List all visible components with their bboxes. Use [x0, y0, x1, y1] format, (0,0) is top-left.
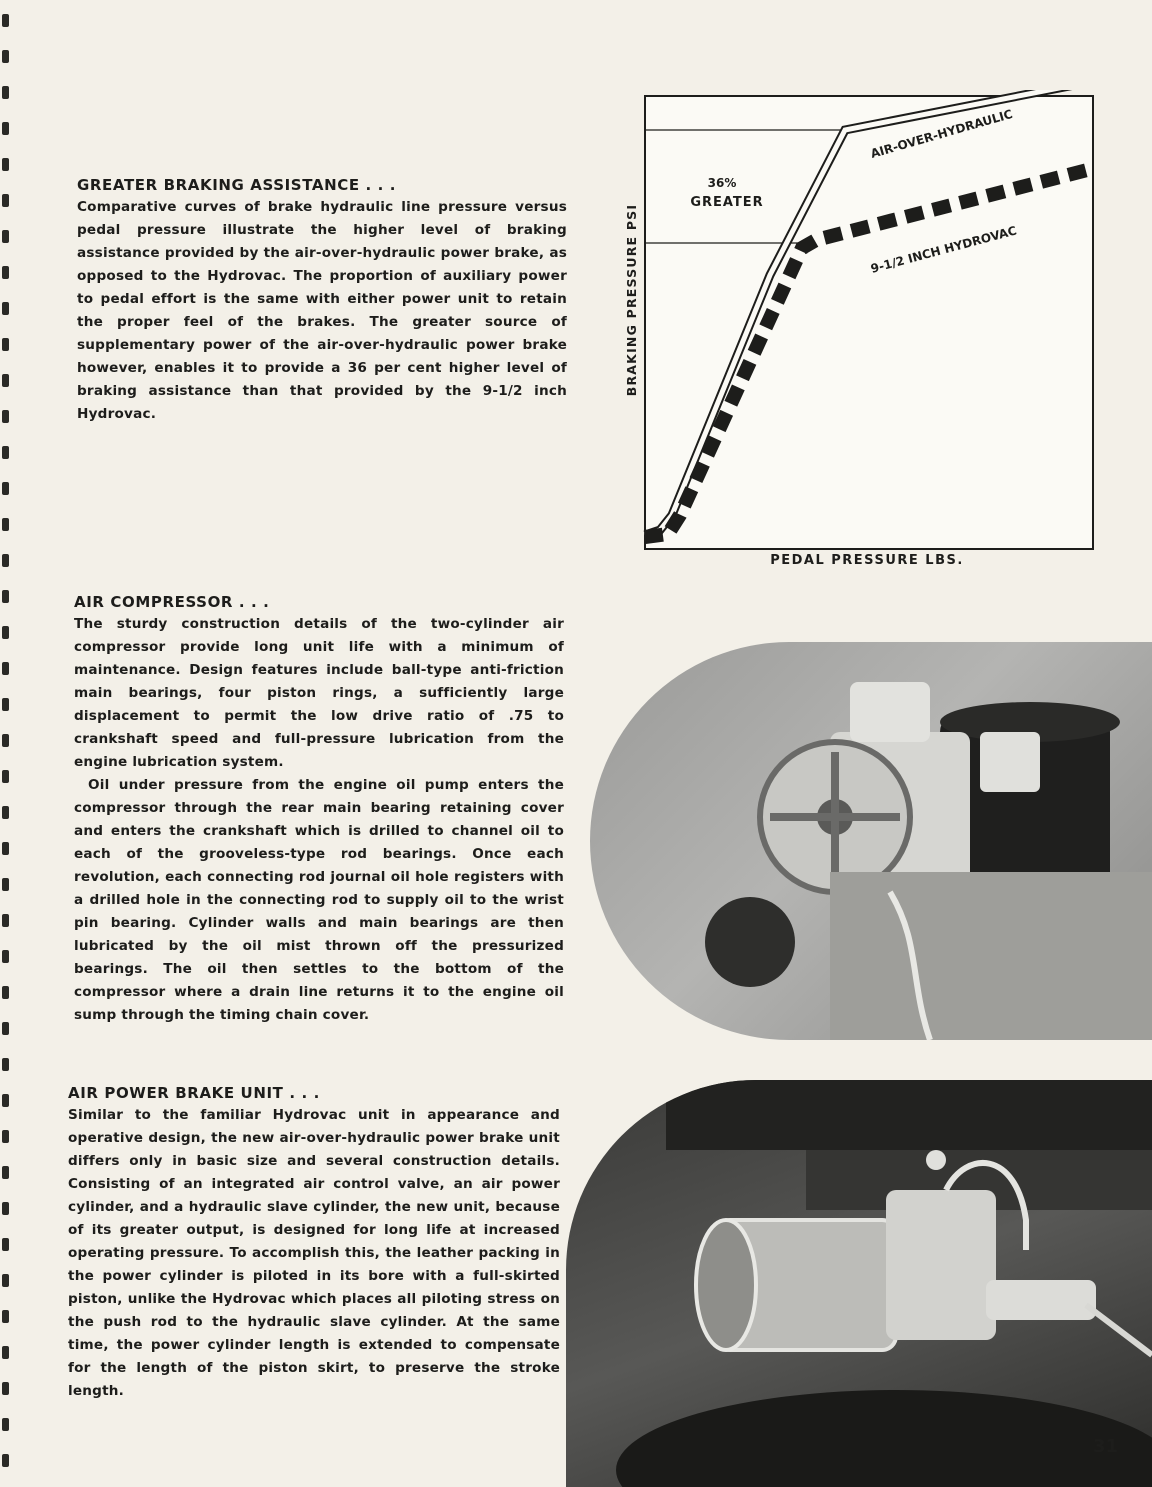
section-paragraph: Oil under pressure from the engine oil pump enters the compressor through the rear main bearing retaining cover and enters the crankshaft which is drilled to channel oil to each of the grooveless-type rod bearings. Once each revolution, each connecting rod journal oil hole registers with a drilled hole in the connecting rod to supply oil to the wrist pin bearing. Cylinder walls and main bearings are then lubricated by the oil mist thrown off the pressurized bearings. The oil then settles to the bottom of the compressor where a drain line returns it to the engine oil sump through the timing chain cover. [74, 777, 564, 1023]
section-heading: GREATER BRAKING ASSISTANCE . . . [77, 176, 397, 194]
brake-unit-photo-illustration [566, 1080, 1152, 1487]
series-label-hydrovac: 9-1/2 INCH HYDROVAC [869, 223, 1019, 276]
binding-ring [2, 302, 9, 315]
binding-ring [2, 410, 9, 423]
binding-ring [2, 518, 9, 531]
binding-ring [2, 698, 9, 711]
binding-ring [2, 338, 9, 351]
binding-ring [2, 662, 9, 675]
section-air-power-brake-unit [68, 1084, 560, 1403]
braking-pressure-chart [620, 90, 1100, 580]
binding-ring [2, 914, 9, 927]
binding-ring [2, 1274, 9, 1287]
page-number: 31 [1093, 1436, 1119, 1457]
binding-ring [2, 1166, 9, 1179]
section-paragraph: The sturdy construction details of the two-cylinder air compressor provide long unit life with a minimum of maintenance. Design features include ball-type anti-friction main bearings, four piston rings, a sufficiently large displacement to permit the low drive ratio of .75 to crankshaft speed and full-pressure lubrication from the engine lubrication system. [74, 616, 564, 770]
binding-ring [2, 770, 9, 783]
binding-ring [2, 986, 9, 999]
binding-ring [2, 1058, 9, 1071]
binding-ring [2, 1418, 9, 1431]
binding-ring [2, 158, 9, 171]
binding-ring [2, 1454, 9, 1467]
section-heading: AIR COMPRESSOR . . . [74, 593, 270, 611]
section-braking-assistance [77, 176, 567, 426]
binding-ring [2, 626, 9, 639]
series-label-air-over-hydraulic: AIR-OVER-HYDRAULIC [868, 106, 1015, 161]
binding-ring [2, 86, 9, 99]
section-heading: AIR POWER BRAKE UNIT . . . [68, 1084, 320, 1102]
binding-ring [2, 1130, 9, 1143]
binding-ring [2, 950, 9, 963]
x-axis-label: PEDAL PRESSURE LBS. [770, 553, 964, 568]
brake-unit-photo [566, 1080, 1152, 1487]
binding-ring [2, 842, 9, 855]
annotation-greater: GREATER [690, 195, 764, 210]
binding-ring [2, 482, 9, 495]
binding-ring [2, 1094, 9, 1107]
binding-ring [2, 374, 9, 387]
binding-ring [2, 878, 9, 891]
binding-ring [2, 230, 9, 243]
section-paragraph: Comparative curves of brake hydraulic line pressure versus pedal pressure illustrate the higher level of braking assistance provided by the air-over-hydraulic power brake, as opposed to the Hydrovac. The proportion of auxiliary power to pedal effort is the same with either power unit to retain the proper feel of the brakes. The greater source of supplementary power of the air-over-hydraulic power brake however, enables it to provide a 36 per cent higher level of braking assistance than that provided by the 9-1/2 inch Hydrovac. [77, 199, 567, 422]
section-paragraph: Similar to the familiar Hydrovac unit in appearance and operative design, the new air-over-hydraulic power brake unit differs only in basic size and several construction details. Consisting of an integrated air control valve, an air power cylinder, and a hydraulic slave cylinder, the new unit, because of its greater output, is designed for long life at increased operating pressure. To accomplish this, the leather packing in the power cylinder is piloted in its bore with a full-skirted piston, unlike the Hydrovac which places all piloting stress on the push rod to the hydraulic slave cylinder. At the same time, the power cylinder length is extended to compensate for the length of the piston skirt, to preserve the stroke length. [68, 1107, 560, 1399]
spiral-binding [0, 0, 18, 1487]
binding-ring [2, 1346, 9, 1359]
binding-ring [2, 1022, 9, 1035]
section-air-compressor [74, 593, 564, 1027]
chart-frame [645, 96, 1093, 549]
chart-svg [620, 90, 1100, 580]
binding-ring [2, 590, 9, 603]
binding-ring [2, 1310, 9, 1323]
binding-ring [2, 806, 9, 819]
binding-ring [2, 50, 9, 63]
binding-ring [2, 1202, 9, 1215]
binding-ring [2, 1382, 9, 1395]
binding-ring [2, 266, 9, 279]
binding-ring [2, 554, 9, 567]
binding-ring [2, 194, 9, 207]
y-axis-label: BRAKING PRESSURE PSI [624, 203, 639, 397]
binding-ring [2, 446, 9, 459]
annotation-percent: 36% [707, 176, 737, 190]
binding-ring [2, 1238, 9, 1251]
binding-ring [2, 122, 9, 135]
binding-ring [2, 14, 9, 27]
binding-ring [2, 734, 9, 747]
compressor-photo [590, 642, 1152, 1040]
compressor-photo-illustration [590, 642, 1152, 1040]
